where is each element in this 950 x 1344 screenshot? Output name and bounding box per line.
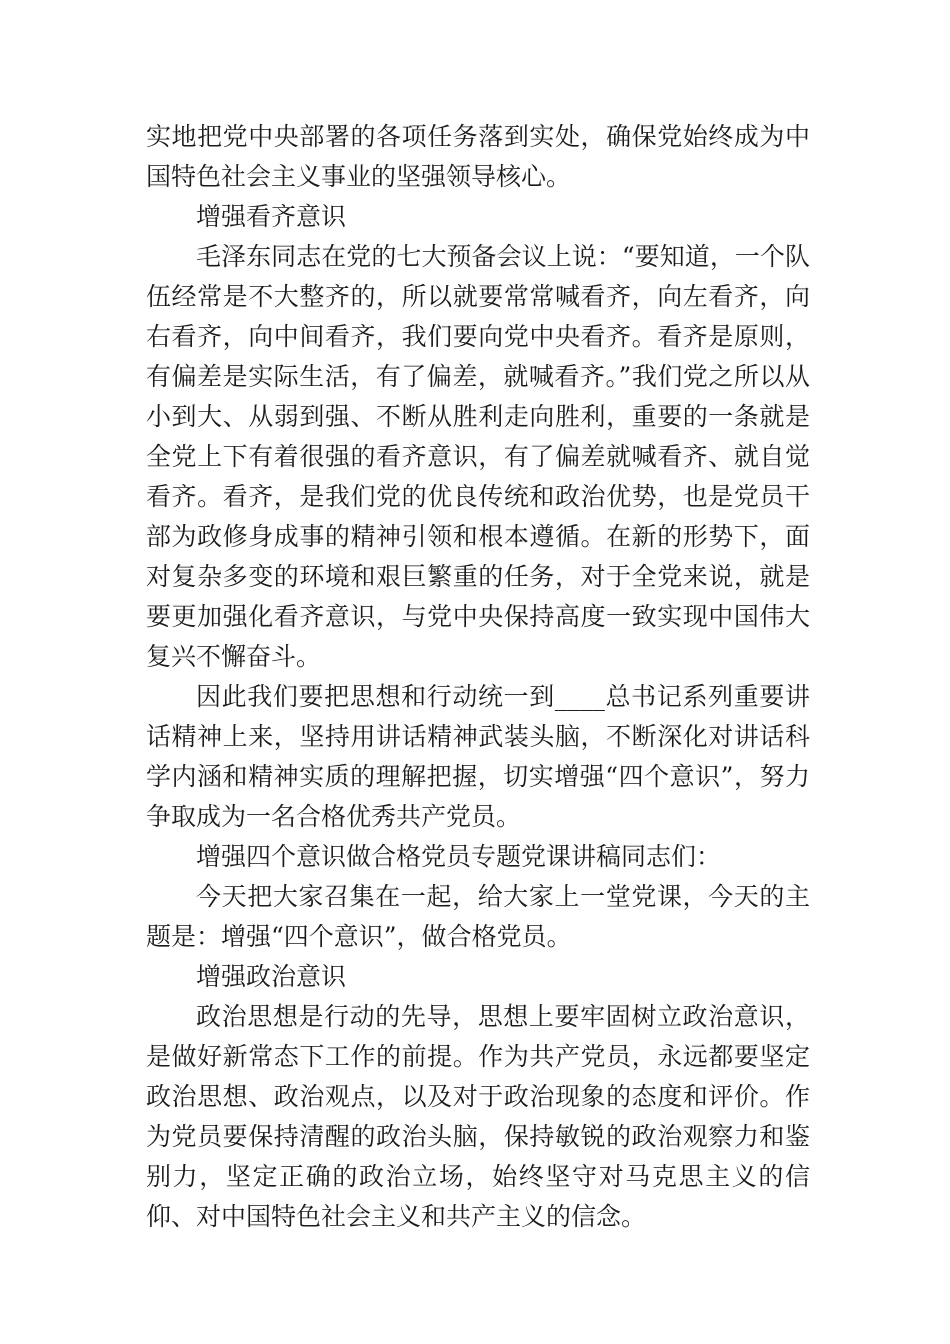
- paragraph-continued: 实地把党中央部署的各项任务落到实处，确保党始终成为中国特色社会主义事业的坚强领导核心。: [146, 122, 810, 191]
- paragraph-mao-quote: 毛泽东同志在党的七大预备会议上说：“要知道，一个队伍经常是不大整齐的，所以就要常常喊看齐，向左看齐，向右看齐，向中间看齐，我们要向党中央看齐。看齐是原则，有偏差是实际生活，有了偏差，就喊看齐。”我们党之所以从小到大、从弱到强、不断从胜利走向胜利，重要的一条就是全党上下有着很强的看齐意识，有了偏差就喊看齐、就自觉看齐。看齐，是我们党的优良传统和政治优势，也是党员干部为政修身成事的精神引领和根本遵循。在新的形势下，面对复杂多变的环境和艰巨繁重的任务，对于全党来说，就是要更加强化看齐意识，与党中央保持高度一致实现中国伟大复兴不懈奋斗。: [146, 242, 810, 671]
- section-heading-alignment-awareness: 增强看齐意识: [196, 202, 347, 231]
- section-heading-political-awareness: 增强政治意识: [196, 962, 347, 991]
- paragraph-lecture-intro: 今天把大家召集在一起，给大家上一堂党课，今天的主题是：增强“四个意识”，做合格党员。: [146, 882, 810, 951]
- paragraph-unify-thinking: 因此我们要把思想和行动统一到____总书记系列重要讲话精神上来，坚持用讲话精神武装头脑，不断深化对讲话科学内涵和精神实质的理解把握，切实增强“四个意识”，努力争取成为一名合格优秀共产党员。: [146, 682, 810, 831]
- paragraph-political-thought: 政治思想是行动的先导，思想上要牢固树立政治意识，是做好新常态下工作的前提。作为共产党员，永远都要坚定政治思想、政治观点，以及对于政治现象的态度和评价。作为党员要保持清醒的政治头脑，保持敏锐的政治观察力和鉴别力，坚定正确的政治立场，始终坚守对马克思主义的信仰、对中国特色社会主义和共产主义的信念。: [146, 1002, 810, 1231]
- section-heading-lecture-title: 增强四个意识做合格党员专题党课讲稿同志们：: [196, 842, 722, 871]
- document-body: [146, 117, 810, 1237]
